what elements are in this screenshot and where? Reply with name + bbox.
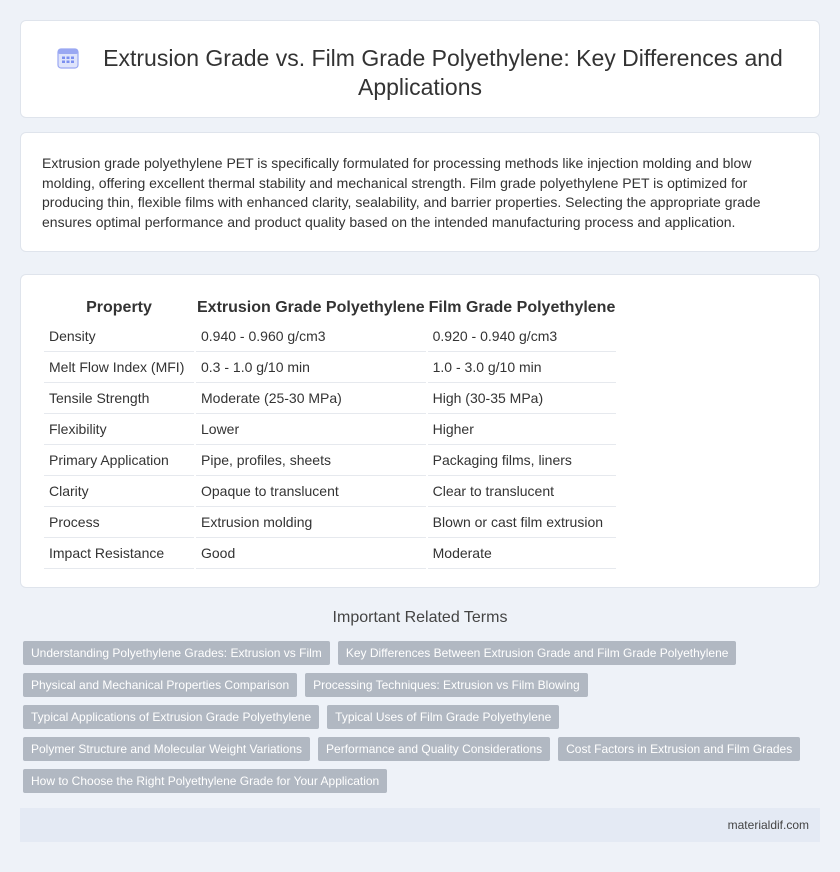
table-cell: Impact Resistance — [44, 538, 194, 569]
column-header: Extrusion Grade Polyethylene — [197, 299, 425, 316]
comparison-table — [42, 295, 618, 569]
related-term-tag[interactable]: Polymer Structure and Molecular Weight Variations — [23, 737, 310, 761]
column-header: Film Grade Polyethylene — [428, 299, 616, 316]
page-title-wrap — [21, 44, 819, 102]
table-cell: Moderate — [428, 538, 617, 569]
page-title: Extrusion Grade vs. Film Grade Polyethylene: Key Differences and Applications — [103, 45, 783, 100]
related-terms-title: Important Related Terms — [332, 609, 508, 626]
table-row — [44, 352, 616, 383]
table-cell: Melt Flow Index (MFI) — [44, 352, 194, 383]
related-terms-list — [23, 641, 803, 801]
related-term-tag[interactable]: Understanding Polyethylene Grades: Extrusion vs Film — [23, 641, 330, 665]
related-term-tag[interactable]: Processing Techniques: Extrusion vs Film Blowing — [305, 673, 588, 697]
calendar-grid-icon — [57, 47, 79, 69]
related-term-tag[interactable]: Physical and Mechanical Properties Comparison — [23, 673, 297, 697]
related-term-tag[interactable]: Typical Applications of Extrusion Grade Polyethylene — [23, 705, 319, 729]
table-row — [44, 414, 616, 445]
table-row — [44, 321, 616, 352]
table-cell: Clarity — [44, 476, 194, 507]
table-row — [44, 507, 616, 538]
intro-paragraph: Extrusion grade polyethylene PET is specifically formulated for processing methods like injection molding and blow molding, offering excellent thermal stability and mechanical strength. Film grade polyethylene PET is optimized for producing thin, flexible films with enhanced clarity, sealability, and barrier properties. Selecting the appropriate grade ensures optimal performance and product quality based on the intended manufacturing process and application. — [42, 155, 761, 230]
table-row — [44, 538, 616, 569]
table-cell: Primary Application — [44, 445, 194, 476]
table-cell: Packaging films, liners — [428, 445, 617, 476]
related-term-tag[interactable]: Key Differences Between Extrusion Grade and Film Grade Polyethylene — [338, 641, 737, 665]
table-cell: Density — [44, 321, 194, 352]
footer — [20, 808, 820, 842]
table-cell: Good — [196, 538, 426, 569]
comparison-card — [20, 274, 820, 588]
footer-site-name: materialdif.com — [727, 818, 809, 832]
table-cell: Pipe, profiles, sheets — [196, 445, 426, 476]
column-header: Property — [86, 299, 152, 316]
table-header-row — [44, 295, 616, 321]
intro-card — [20, 132, 820, 252]
table-cell: 0.940 - 0.960 g/cm3 — [196, 321, 426, 352]
table-cell: 0.3 - 1.0 g/10 min — [196, 352, 426, 383]
table-cell: Flexibility — [44, 414, 194, 445]
related-term-tag[interactable]: How to Choose the Right Polyethylene Grade for Your Application — [23, 769, 387, 793]
table-cell: Tensile Strength — [44, 383, 194, 414]
table-cell: Process — [44, 507, 194, 538]
table-row — [44, 445, 616, 476]
table-cell: Higher — [428, 414, 617, 445]
table-cell: 0.920 - 0.940 g/cm3 — [428, 321, 617, 352]
table-cell: Opaque to translucent — [196, 476, 426, 507]
table-cell: Moderate (25-30 MPa) — [196, 383, 426, 414]
table-row — [44, 476, 616, 507]
table-cell: Lower — [196, 414, 426, 445]
related-term-tag[interactable]: Typical Uses of Film Grade Polyethylene — [327, 705, 559, 729]
table-cell: High (30-35 MPa) — [428, 383, 617, 414]
table-row — [44, 383, 616, 414]
title-card — [20, 20, 820, 118]
table-cell: Extrusion molding — [196, 507, 426, 538]
table-cell: Clear to translucent — [428, 476, 617, 507]
related-term-tag[interactable]: Performance and Quality Considerations — [318, 737, 550, 761]
table-cell: Blown or cast film extrusion — [428, 507, 617, 538]
table-cell: 1.0 - 3.0 g/10 min — [428, 352, 617, 383]
related-term-tag[interactable]: Cost Factors in Extrusion and Film Grades — [558, 737, 800, 761]
